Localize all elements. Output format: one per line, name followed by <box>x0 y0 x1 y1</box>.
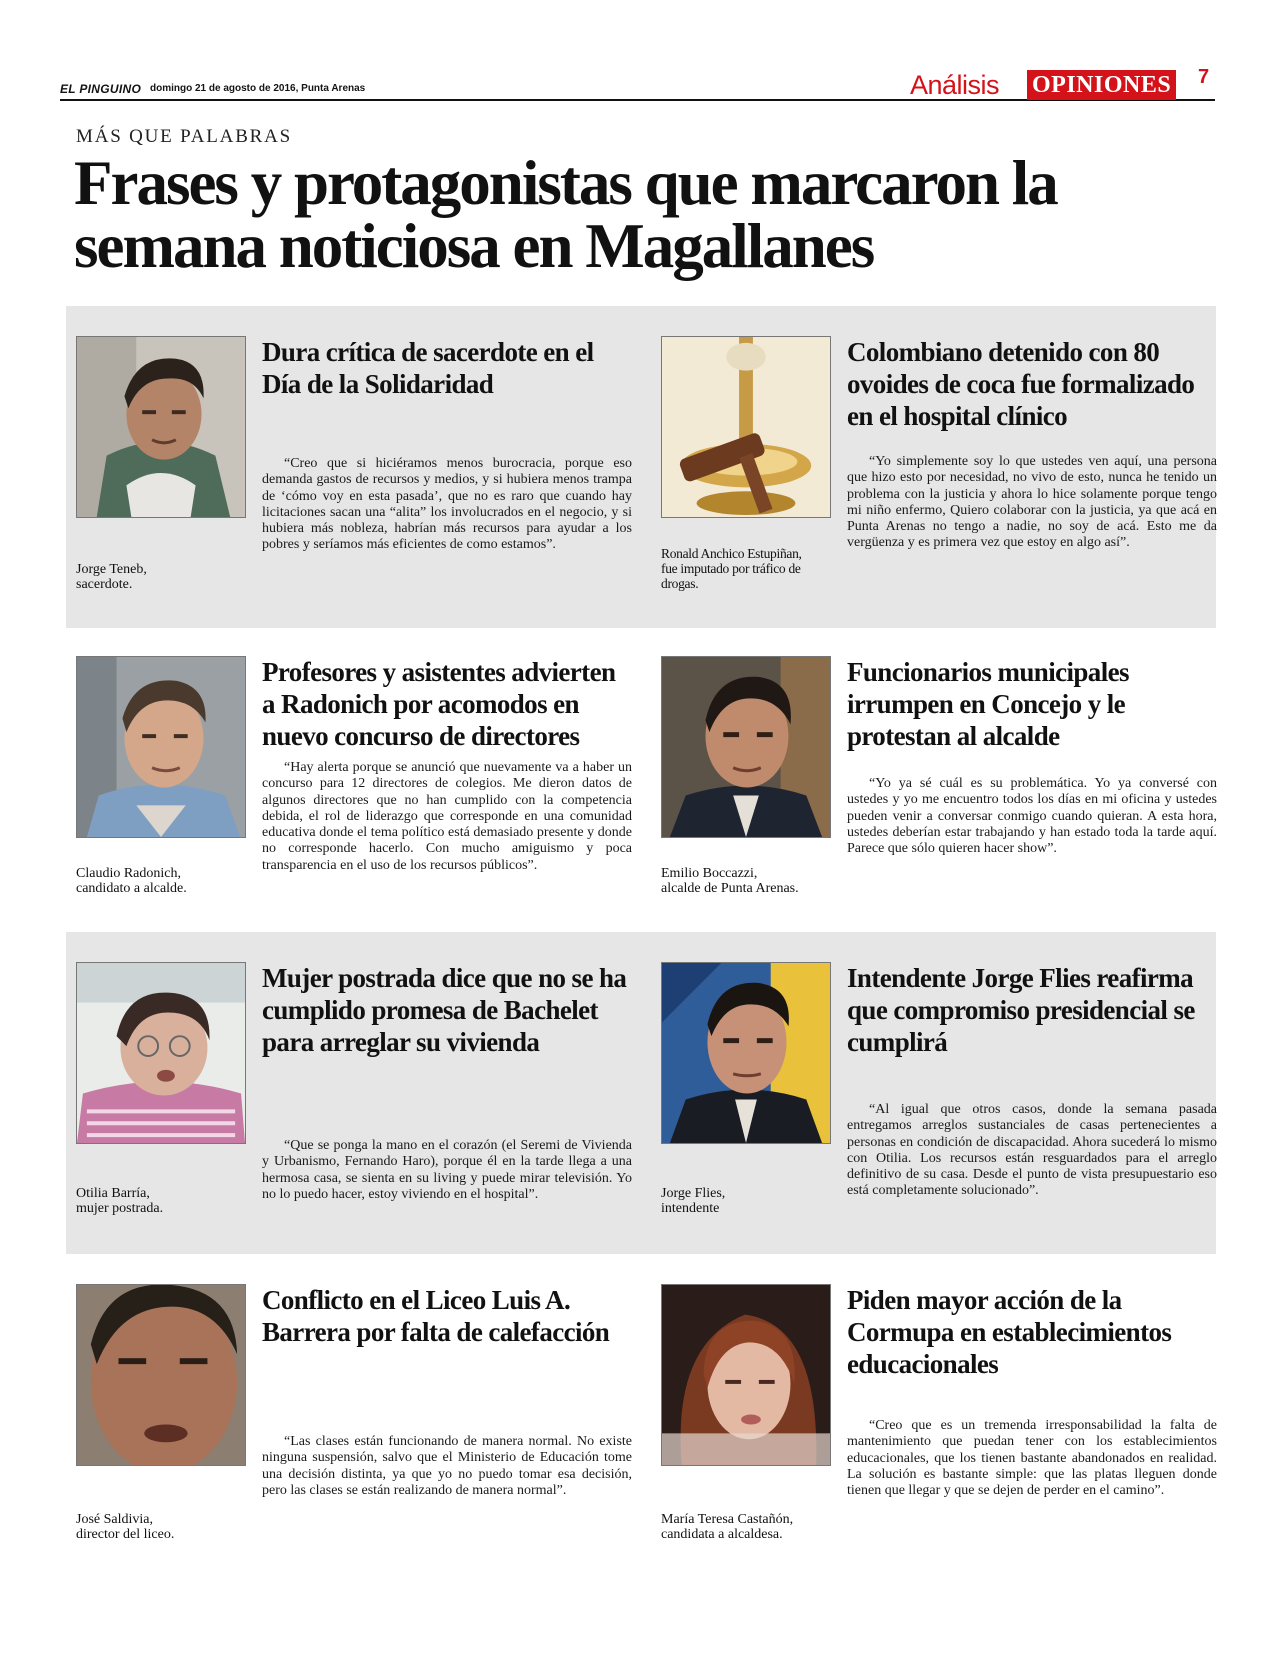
story-headline: Colombiano detenido con 80 ovoides de coca fue formalizado en el hospital clínico <box>847 337 1195 431</box>
story-headline: Profesores y asistentes advierten a Radonich por acomodos en nuevo concurso de directores <box>262 657 616 751</box>
story-card <box>66 656 636 926</box>
story-quote: “Hay alerta porque se anunció que nuevamente va a haber un concurso para 12 directores de colegios. Me dieron datos de algunos directores que no han cumplido con la competencia debida, el rol de liderazgo que corresponde en una comunidad educativa donde el tema político está demasiado presente y donde no corresponde hacerlo. Con mucho amiguismo y poca transparencia en el uso de los recursos públicos”. <box>262 760 632 873</box>
section-opiniones-label: OPINIONES <box>1027 70 1176 100</box>
photo-caption: Otilia Barría, mujer postrada. <box>76 1186 164 1216</box>
photo-caption: Ronald Anchico Estupiñan, fue imputado por tráfico de drogas. <box>661 546 802 591</box>
paper-name: EL PINGUINO <box>60 82 142 96</box>
photo-castanon <box>661 1284 831 1466</box>
story-card <box>651 962 1221 1232</box>
photo-caption: Emilio Boccazzi, alcalde de Punta Arenas. <box>661 866 799 896</box>
photo-caption: José Saldivia, director del liceo. <box>76 1512 175 1542</box>
photo-caption: Jorge Teneb, sacerdote. <box>76 562 147 592</box>
photo-caption: Jorge Flies, intendente <box>661 1186 726 1216</box>
story-card <box>651 656 1221 926</box>
photo-caption: Claudio Radonich, candidato a alcalde. <box>76 866 187 896</box>
story-card <box>66 962 636 1232</box>
issue-date: domingo 21 de agosto de 2016, Punta Arenas <box>150 83 366 94</box>
story-quote: “Al igual que otros casos, donde la semana pasada entregamos arreglos sustanciales de casas pertenecientes a personas en condición de discapacidad. Ahora sucederá lo mismo con Otilia. Los recursos están resguardados para el arreglo definitivo de su casa. Desde el punto de vista presupuestario eso está completamente solucionado”. <box>847 1102 1217 1199</box>
photo-flies <box>661 962 831 1144</box>
section-analisis-label: Análisis <box>910 70 1000 100</box>
article-kicker: MÁS QUE PALABRAS <box>76 126 293 147</box>
story-headline: Conflicto en el Liceo Luis A. Barrera por falta de calefacción <box>262 1285 610 1347</box>
photo-otilia <box>76 962 246 1144</box>
story-card <box>66 336 636 606</box>
story-headline: Dura crítica de sacerdote en el Día de la Solidaridad <box>262 337 594 399</box>
photo-boccazzi <box>661 656 831 838</box>
photo-saldivia <box>76 1284 246 1466</box>
story-headline: Funcionarios municipales irrumpen en Concejo y le protestan al alcalde <box>847 657 1129 751</box>
story-quote: “Las clases están funcionando de manera normal. No existe ninguna suspensión, salvo que el Ministerio de Educación tome una decisión distinta, ya que yo no puedo tomar esa decisión, pero las clases se están realizando de manera normal”. <box>262 1434 632 1498</box>
photo-radonich <box>76 656 246 838</box>
photo-priest <box>76 336 246 518</box>
story-headline: Intendente Jorge Flies reafirma que compromiso presidencial se cumplirá <box>847 963 1195 1057</box>
story-headline: Piden mayor acción de la Cormupa en establecimientos educacionales <box>847 1285 1172 1379</box>
story-quote: “Creo que es un tremenda irresponsabilidad la falta de mantenimiento que puedan tener con los establecimientos educacionales, que los tienen bastante abandonados en realidad. La solución es bastante simple: que las platas lleguen donde tienen que llegar y que se dejen de perder en el camino”. <box>847 1418 1217 1499</box>
page-number: 7 <box>1198 66 1210 88</box>
story-card <box>66 1284 636 1554</box>
story-card <box>651 336 1221 606</box>
article-title: Frases y protagonistas que marcaron la semana noticiosa en Magallanes <box>74 148 1057 281</box>
photo-justice-scale <box>661 336 831 518</box>
section-tag <box>910 66 1215 102</box>
story-headline: Mujer postrada dice que no se ha cumplido promesa de Bachelet para arreglar su vivienda <box>262 963 627 1057</box>
story-quote: “Creo que si hiciéramos menos burocracia, porque eso demanda gastos de recursos y medios, y si hubiera menos trampa de ‘cómo voy en esta pasada’, que no es raro que cuando hay licitaciones sacan una “alita” los involucrados en el negocio, y si hubiera más nobleza, habrían más recursos para ayudar a los pobres y seríamos más eficientes de como estamos”. <box>262 456 632 553</box>
photo-caption: María Teresa Castañón, candidata a alcaldesa. <box>661 1512 794 1542</box>
story-card <box>651 1284 1221 1554</box>
story-quote: “Yo simplemente soy lo que ustedes ven aquí, una persona que hizo esto por necesidad, no vivo de esto, nunca he tenido un problema con la justicia y ahora lo hice solamente porque tengo mi niño enfermo, Quiero colaborar con la justicia, ya que acá en Punta Arenas no tengo a nadie, no soy de acá. Esto me da vergüenza y es primera vez que estoy en algo así”. <box>847 454 1217 551</box>
story-quote: “Yo ya sé cuál es su problemática. Yo ya conversé con ustedes y yo me encuentro todos los días en mi oficina y ustedes pueden venir a conversar conmigo cuando quieran. A esta hora, ustedes deberían estar trabajando y han estado toda la tarde aquí. Parece que sólo quieren hacer show”. <box>847 776 1217 857</box>
story-quote: “Que se ponga la mano en el corazón (el Seremi de Vivienda y Urbanismo, Fernando Haro), porque él en la tarde llega a una hermosa casa, se sienta en su living y puede mirar televisión. Yo no lo puedo hacer, estoy viviendo en el hospital”. <box>262 1138 632 1202</box>
